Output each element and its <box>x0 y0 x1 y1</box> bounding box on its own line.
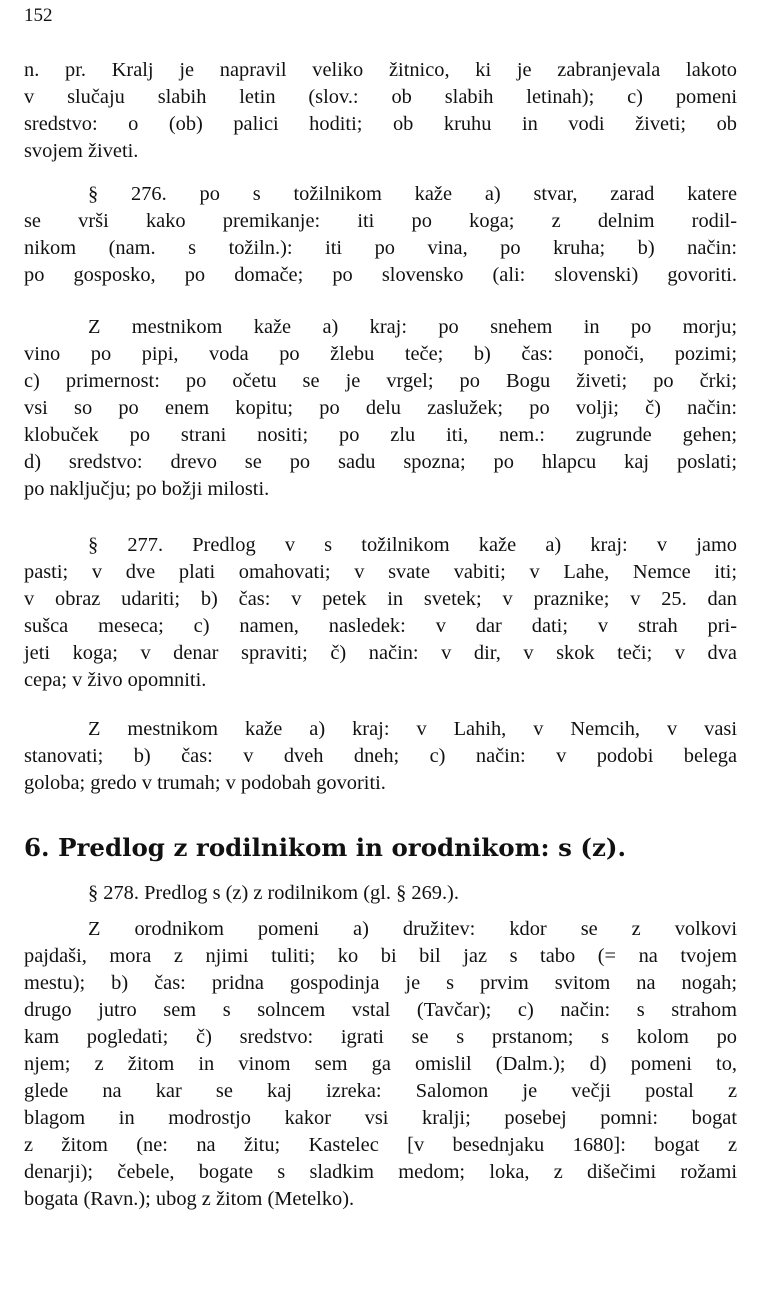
page-number: 152 <box>24 5 53 26</box>
text-line: drugo jutro sem s solncem vstal (Tavčar); c) način: s strahom <box>24 999 737 1021</box>
text-line: svojem živeti. <box>24 140 139 162</box>
text-line: po gosposko, po domače; po slovensko (ali: slovenski) govoriti. <box>24 264 737 286</box>
text-line: njem; z žitom in vinom sem ga omislil (Dalm.); d) pomeni to, <box>24 1053 737 1075</box>
text-line: n. pr. Kralj je napravil veliko žitnico, ki je zabranjevala lakoto <box>24 59 737 81</box>
text-line: z žitom (ne: na žitu; Kastelec [v besednjaku 1680]: bogat z <box>24 1134 737 1156</box>
text-line: pasti; v dve plati omahovati; v svate vabiti; v Lahe, Nemce iti; <box>24 561 737 583</box>
text-line: nikom (nam. s tožiln.): iti po vina, po kruha; b) način: <box>24 237 737 259</box>
text-line: bogata (Ravn.); ubog z žitom (Metelko). <box>24 1188 355 1210</box>
text-line: pajdaši, mora z njimi tuliti; ko bi bil jaz s tabo (= na tvojem <box>24 945 737 967</box>
text-line: mestu); b) čas: pridna gospodinja je s prvim svitom na nogah; <box>24 972 737 994</box>
text-line: denarji); čebele, bogate s sladkim medom; loka, z dišečimi rožami <box>24 1161 737 1183</box>
text-line: cepa; v živo opomniti. <box>24 669 207 691</box>
section-heading: 6. Predlog z rodilnikom in orodnikom: s (z). <box>24 833 627 862</box>
text-line: po naključju; po božji milosti. <box>24 478 270 500</box>
text-line: klobuček po strani nositi; po zlu iti, nem.: zugrunde gehen; <box>24 424 737 446</box>
text-line: Z mestnikom kaže a) kraj: po snehem in po morju; <box>88 316 737 338</box>
text-line: v slučaju slabih letin (slov.: ob slabih letinah); c) pomeni <box>24 86 737 108</box>
text-line: sredstvo: o (ob) palici hoditi; ob kruhu in vodi živeti; ob <box>24 113 737 135</box>
text-line: vino po pipi, voda po žlebu teče; b) čas: ponoči, pozimi; <box>24 343 737 365</box>
text-line: Z mestnikom kaže a) kraj: v Lahih, v Nemcih, v vasi <box>88 718 737 740</box>
text-line: kam pogledati; č) sredstvo: igrati se s prstanom; s kolom po <box>24 1026 737 1048</box>
text-line: stanovati; b) čas: v dveh dneh; c) način: v podobi belega <box>24 745 737 767</box>
text-line: § 278. Predlog s (z) z rodilnikom (gl. § 269.). <box>88 882 459 904</box>
text-line: jeti koga; v denar spraviti; č) način: v dir, v skok teči; v dva <box>24 642 737 664</box>
text-line: § 277. Predlog v s tožilnikom kaže a) kraj: v jamo <box>88 534 737 556</box>
text-line: se vrši kako premikanje: iti po koga; z delnim rodil- <box>24 210 737 232</box>
text-line: glede na kar se kaj izreka: Salomon je večji postal z <box>24 1080 737 1102</box>
text-line: sušca meseca; c) namen, nasledek: v dar dati; v strah pri- <box>24 615 737 637</box>
text-line: vsi so po enem kopitu; po delu zaslužek; po volji; č) način: <box>24 397 737 419</box>
text-line: Z orodnikom pomeni a) družitev: kdor se z volkovi <box>88 918 737 940</box>
text-line: c) primernost: po očetu se je vrgel; po Bogu živeti; po črki; <box>24 370 737 392</box>
text-line: blagom in modrostjo kakor vsi kralji; posebej pomni: bogat <box>24 1107 737 1129</box>
text-line: § 276. po s tožilnikom kaže a) stvar, zarad katere <box>88 183 737 205</box>
text-line: v obraz udariti; b) čas: v petek in svetek; v praznike; v 25. dan <box>24 588 737 610</box>
text-line: d) sredstvo: drevo se po sadu spozna; po hlapcu kaj poslati; <box>24 451 737 473</box>
text-line: goloba; gredo v trumah; v podobah govoriti. <box>24 772 386 794</box>
